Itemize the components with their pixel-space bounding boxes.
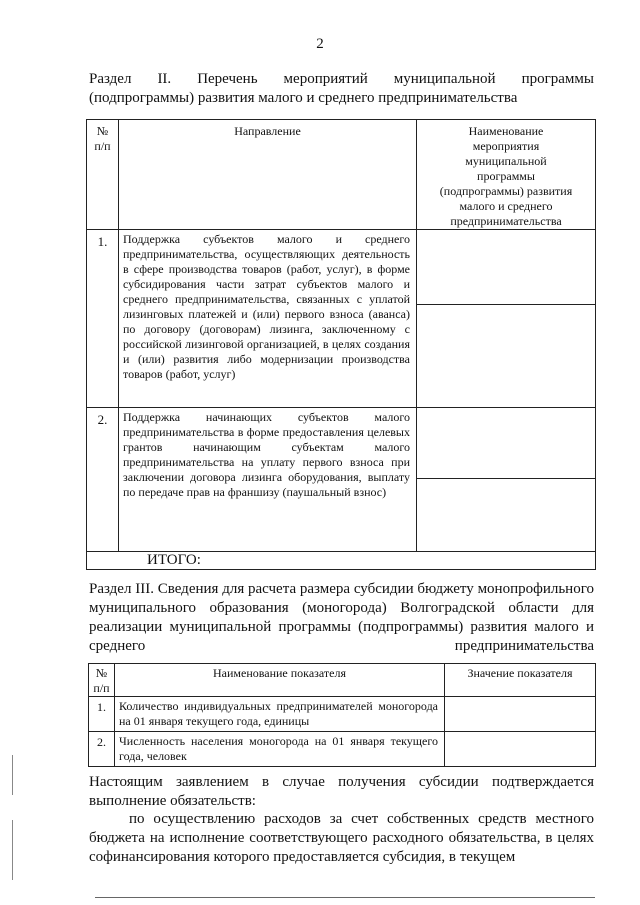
col-header-number: № п/п [89, 664, 115, 697]
row-value [445, 697, 596, 732]
events-subcell [417, 230, 595, 305]
table-row [89, 697, 596, 732]
table-row [87, 408, 596, 552]
section-2-title-line-2: (подпрограммы) развития малого и среднего предпринимательства [89, 90, 518, 106]
page-number: 2 [316, 36, 324, 52]
table-row [89, 732, 596, 767]
col-header-events: Наименование мероприятия муниципальной программы (подпрограммы) развития малого и среднего предпринимательства [417, 120, 596, 230]
col-header-value: Значение показателя [445, 664, 596, 697]
section-2-title-line-1: Раздел II. Перечень мероприятий муниципальной программы [89, 71, 594, 87]
row-value [445, 732, 596, 767]
indicators-table [88, 663, 596, 767]
row-direction: Поддержка начинающих субъектов малого предпринимательства в форме предоставления целевых грантов начинающим субъектам малого предпринимательства на уплату первого взноса при заключении договора лизинга оборудования, выплату по передаче прав на франшизу (паушальный взнос) [119, 408, 417, 552]
col-header-direction: Направление [119, 120, 417, 230]
paragraph-obligations-intro: Настоящим заявлением в случае получения субсидии подтверждается выполнение обязательств: [89, 774, 594, 809]
section-3-title [89, 580, 594, 656]
row-indicator: Численность населения моногорода на 01 января текущего года, человек [115, 732, 445, 767]
row-number: 2. [87, 408, 119, 552]
measures-table [86, 119, 596, 570]
section-3-title-text: Раздел III. Сведения для расчета размера субсидии бюджету монопрофильного муниципального образования (моногорода) Волгоградской области для реализации муниципальной программы (подпрограммы) развития малого и среднего предпринимательства [89, 581, 594, 654]
scan-margin-mark [12, 755, 13, 795]
section-2-title [89, 70, 594, 108]
paragraph-expenses: по осуществлению расходов за счет собственных средств местного бюджета на исполнение соответствующего расходного обязательства, в целях софинансирования которого предоставляется субсидия, в текущем [89, 811, 594, 865]
table-row [87, 230, 596, 408]
row-events-cell [417, 230, 596, 408]
row-number: 2. [89, 732, 115, 767]
col-header-number: № п/п [87, 120, 119, 230]
row-number: 1. [87, 230, 119, 408]
total-label: ИТОГО: [87, 552, 596, 570]
scan-margin-mark [12, 820, 13, 880]
col-header-indicator: Наименование показателя [115, 664, 445, 697]
row-number: 1. [89, 697, 115, 732]
events-subcell [417, 408, 595, 479]
row-indicator: Количество индивидуальных предпринимателей моногорода на 01 января текущего года, единицы [115, 697, 445, 732]
bottom-rule [95, 897, 595, 898]
row-events-cell [417, 408, 596, 552]
row-direction: Поддержка субъектов малого и среднего предпринимательства, осуществляющих деятельность в сфере производства товаров (работ, услуг), в форме субсидирования части затрат субъектов малого и среднего предпринимательства, связанных с уплатой лизинговых платежей и (или) первого взноса (аванса) по договору (договорам) лизинга, заключенному с российской лизинговой организацией, в целях создания и (или) развития либо модернизации производства товаров (работ, услуг) [119, 230, 417, 408]
total-row [87, 552, 596, 570]
